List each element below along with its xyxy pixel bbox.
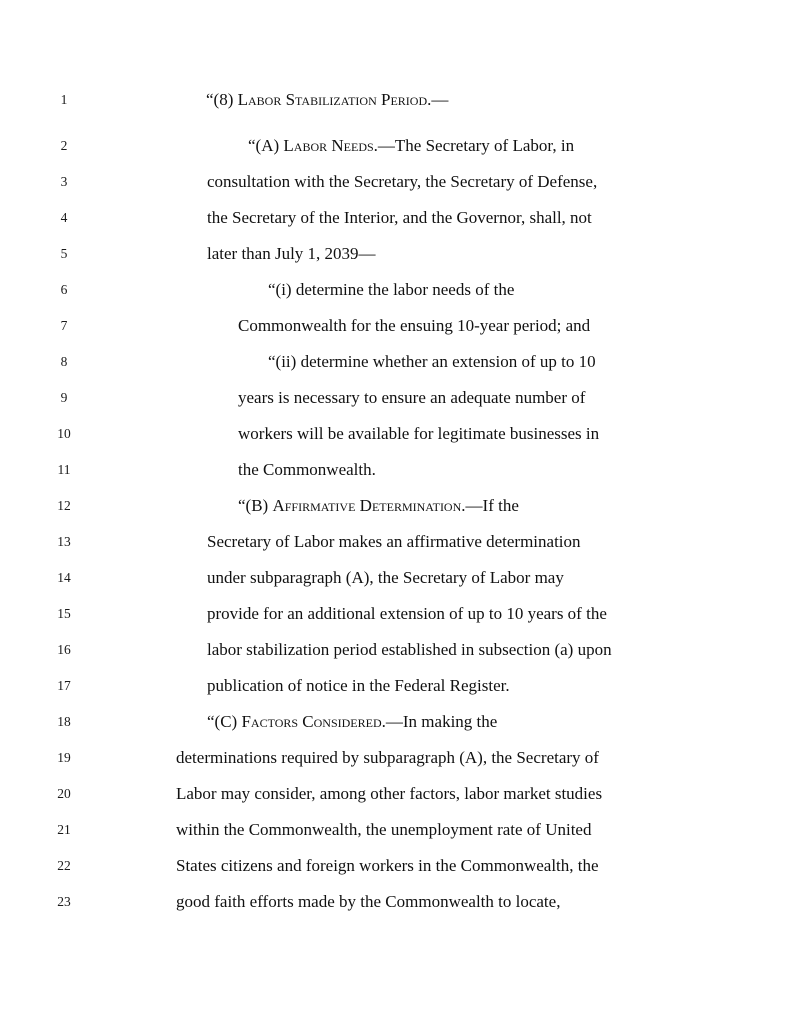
document-line [0, 812, 791, 848]
line-text: determinations required by subparagraph (A), the Secretary of [176, 748, 599, 767]
line-number: 5 [60, 246, 68, 261]
document-line [0, 236, 791, 272]
line-text: the Secretary of the Interior, and the Governor, shall, not [207, 208, 592, 227]
line-text: Commonwealth for the ensuing 10-year period; and [238, 316, 591, 335]
document-line [0, 488, 791, 524]
line-text: workers will be available for legitimate businesses in [238, 424, 600, 443]
line-text-rest: .—In making the [381, 712, 498, 731]
line-number: 6 [60, 282, 68, 297]
line-number: 13 [57, 534, 71, 549]
document-line [0, 560, 791, 596]
line-number: 14 [57, 570, 71, 585]
document-line [0, 848, 791, 884]
document-line [0, 452, 791, 488]
line-text [238, 488, 519, 524]
line-text: publication of notice in the Federal Register. [207, 676, 510, 695]
line-text: States citizens and foreign workers in the Commonwealth, the [176, 856, 599, 875]
document-line [0, 344, 791, 380]
line-text: consultation with the Secretary, the Secretary of Defense, [207, 172, 598, 191]
document-line [0, 272, 791, 308]
line-number: 10 [57, 426, 71, 441]
document-line [0, 668, 791, 704]
line-number: 18 [57, 714, 71, 729]
document-line [0, 596, 791, 632]
line-text: good faith efforts made by the Commonwealth to locate, [176, 892, 561, 911]
line-number: 11 [57, 462, 71, 477]
line-text-rest: .—The Secretary of Labor, in [373, 136, 575, 155]
line-number: 2 [60, 138, 68, 153]
paragraph-designator: “(A) [248, 136, 284, 155]
line-text: “(i) determine the labor needs of the [268, 280, 515, 299]
document-line [0, 82, 791, 118]
line-number: 3 [60, 174, 68, 189]
line-text: years is necessary to ensure an adequate number of [238, 388, 586, 407]
line-text-rest: .—If the [461, 496, 519, 515]
line-number: 15 [57, 606, 71, 621]
line-text [207, 704, 497, 740]
line-number: 12 [57, 498, 71, 513]
line-number: 7 [60, 318, 68, 333]
line-number: 9 [60, 390, 68, 405]
paragraph-designator: “(B) [238, 496, 273, 515]
line-number: 17 [57, 678, 71, 693]
paragraph-designator: “(C) [207, 712, 242, 731]
paragraph-designator: “(8) [206, 90, 238, 109]
paragraph-heading: Affirmative Determination [272, 496, 462, 515]
line-number: 22 [57, 858, 71, 873]
line-number: 20 [57, 786, 71, 801]
line-text-rest: .— [427, 90, 449, 109]
line-number: 21 [57, 822, 71, 837]
line-number: 16 [57, 642, 71, 657]
document-line [0, 128, 791, 164]
line-number: 1 [60, 92, 68, 107]
document-line [0, 704, 791, 740]
line-number: 19 [57, 750, 71, 765]
line-text: “(ii) determine whether an extension of up to 10 [268, 352, 596, 371]
document-line [0, 776, 791, 812]
paragraph-heading: Labor Needs [283, 136, 374, 155]
line-text: the Commonwealth. [238, 460, 376, 479]
line-text: under subparagraph (A), the Secretary of Labor may [207, 568, 564, 587]
line-text: labor stabilization period established in subsection (a) upon [207, 640, 612, 659]
line-number: 4 [60, 210, 68, 225]
paragraph-heading: Factors Considered [241, 712, 382, 731]
document-line [0, 740, 791, 776]
document-line [0, 884, 791, 920]
line-text: within the Commonwealth, the unemployment rate of United [176, 820, 592, 839]
line-number: 23 [57, 894, 71, 909]
document-line [0, 200, 791, 236]
line-text [248, 128, 574, 164]
document-line [0, 380, 791, 416]
document-line [0, 524, 791, 560]
line-text: provide for an additional extension of up to 10 years of the [207, 604, 607, 623]
line-text: later than July 1, 2039— [207, 244, 376, 263]
paragraph-heading: Labor Stabilization Period [237, 90, 428, 109]
document-line [0, 632, 791, 668]
document-line [0, 308, 791, 344]
document-line [0, 164, 791, 200]
line-text: Secretary of Labor makes an affirmative determination [207, 532, 581, 551]
document-line [0, 416, 791, 452]
line-text [206, 82, 448, 118]
line-number: 8 [60, 354, 68, 369]
line-text: Labor may consider, among other factors, labor market studies [176, 784, 603, 803]
